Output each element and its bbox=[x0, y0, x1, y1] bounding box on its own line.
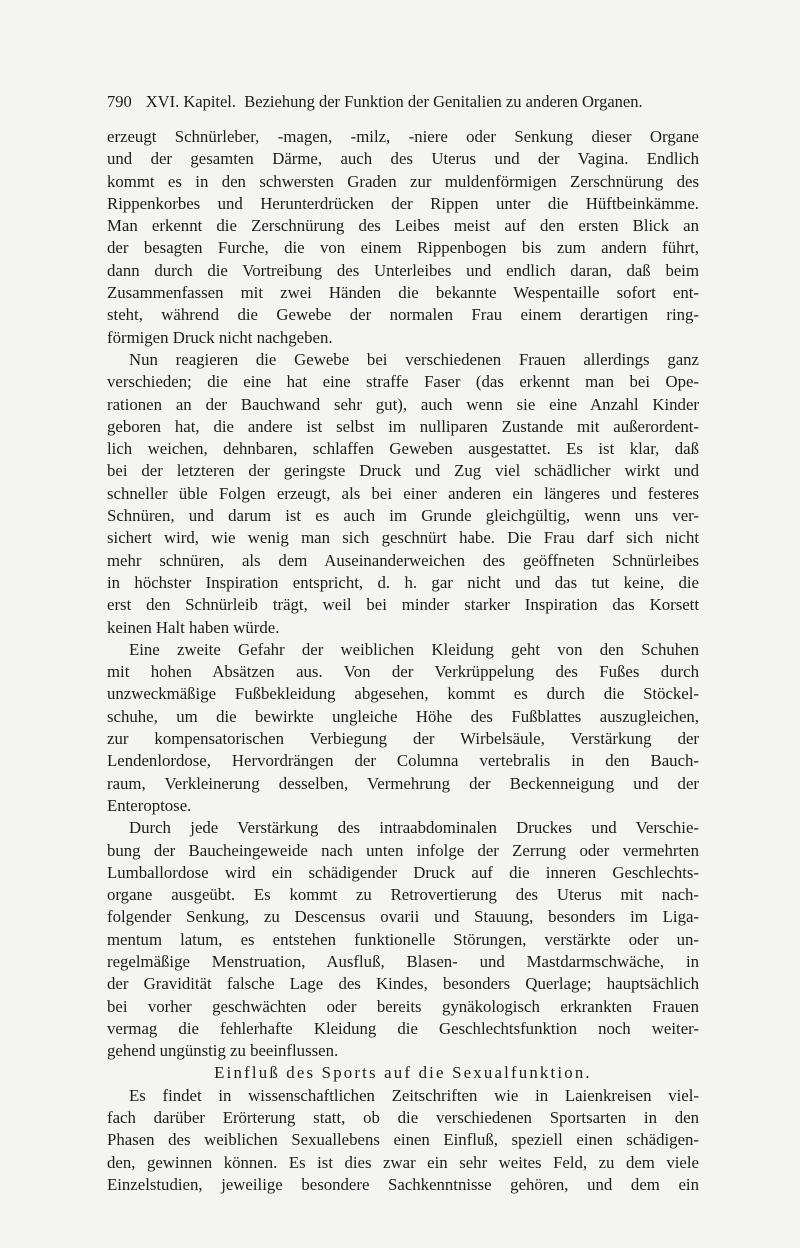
text-line: bung der Baucheingeweide nach unten infolge der Zerrung oder vermehrten bbox=[107, 840, 699, 860]
text-line: der Gravidität falsche Lage des Kindes, besonders Querlage; hauptsächlich bbox=[107, 974, 699, 994]
text-line: rationen an der Bauchwand sehr gut), auch wenn sie eine Anzahl Kinder bbox=[107, 394, 699, 414]
text-line: kommt es in den schwersten Graden zur muldenförmigen Zerschnürung des bbox=[107, 171, 699, 191]
text-line: Nun reagieren die Gewebe bei verschiedenen Frauen allerdings ganz bbox=[129, 349, 699, 369]
text-line: dann durch die Vortreibung des Unterleibes und endlich daran, daß beim bbox=[107, 260, 699, 280]
text-line: den, gewinnen können. Es ist dies zwar ein sehr weites Feld, zu dem viele bbox=[107, 1152, 699, 1172]
text-line: geboren hat, die andere ist selbst im nulliparen Zustande mit außerordent- bbox=[107, 416, 699, 436]
text-line: förmigen Druck nicht nachgeben. bbox=[107, 327, 333, 347]
text-line: der besagten Furche, die von einem Rippenbogen bis zum andern führt, bbox=[107, 238, 699, 258]
text-line: gehend ungünstig zu beeinflussen. bbox=[107, 1041, 339, 1061]
text-line: Es findet in wissenschaftlichen Zeitschriften wie in Laienkreisen viel- bbox=[129, 1085, 699, 1105]
text-line: schuhe, um die bewirkte ungleiche Höhe des Fußblattes auszugleichen, bbox=[107, 706, 699, 726]
text-line: Lendenlordose, Hervordrängen der Columna vertebralis in den Bauch- bbox=[107, 751, 699, 771]
text-line: mentum latum, es entstehen funktionelle Störungen, verstärkte oder un- bbox=[107, 929, 699, 949]
section-heading: Einfluß des Sports auf die Sexualfunktion. bbox=[214, 1063, 592, 1083]
text-line: zur kompensatorischen Verbiegung der Wirbelsäule, Verstärkung der bbox=[107, 729, 699, 749]
text-line: und der gesamten Därme, auch des Uterus und der Vagina. Endlich bbox=[107, 149, 699, 169]
text-line: keinen Halt haben würde. bbox=[107, 617, 280, 637]
body-text bbox=[107, 126, 699, 1196]
text-line: vermag die fehlerhafte Kleidung die Geschlechtsfunktion noch weiter- bbox=[107, 1018, 699, 1038]
main-paragraphs bbox=[107, 126, 699, 1062]
text-line: Einzelstudien, jeweilige besondere Sachkenntnisse gehören, und dem ein bbox=[107, 1174, 699, 1194]
text-line: verschieden; die eine hat eine straffe Faser (das erkennt man bei Ope- bbox=[107, 372, 699, 392]
text-line: Enteroptose. bbox=[107, 795, 192, 815]
text-line: organe ausgeübt. Es kommt zu Retrovertierung des Uterus mit nach- bbox=[107, 885, 699, 905]
text-line: fach darüber Erörterung statt, ob die verschiedenen Sportsarten in den bbox=[107, 1108, 699, 1128]
text-line: Rippenkorbes und Herunterdrücken der Rippen unter die Hüftbeinkämme. bbox=[107, 193, 699, 213]
text-line: lich weichen, dehnbaren, schlaffen Geweben ausgestattet. Es ist klar, daß bbox=[107, 439, 699, 459]
text-line: sichert wird, wie wenig man sich geschnürt habe. Die Frau darf sich nicht bbox=[107, 528, 699, 548]
text-line: Man erkennt die Zerschnürung des Leibes meist auf den ersten Blick an bbox=[107, 216, 699, 236]
text-line: erzeugt Schnürleber, -magen, -milz, -niere oder Senkung dieser Organe bbox=[107, 127, 699, 146]
text-line: regelmäßige Menstruation, Ausfluß, Blasen- und Mastdarmschwäche, in bbox=[107, 951, 699, 971]
text-line: unzweckmäßige Fußbekleidung abgesehen, kommt es durch die Stöckel- bbox=[107, 684, 699, 704]
text-line: Schnüren, und darum ist es auch im Grunde gleichgültig, wenn uns ver- bbox=[107, 506, 699, 526]
running-header bbox=[107, 92, 699, 112]
text-line: Phasen des weiblichen Sexuallebens einen Einfluß, speziell einen schädigen- bbox=[107, 1130, 699, 1150]
text-line: steht, während die Gewebe der normalen Frau einem derartigen ring- bbox=[107, 305, 699, 325]
text-line: folgender Senkung, zu Descensus ovarii und Stauung, besonders im Liga- bbox=[107, 907, 699, 927]
text-line: Eine zweite Gefahr der weiblichen Kleidung geht von den Schuhen bbox=[129, 639, 699, 659]
page-number: 790 bbox=[107, 92, 132, 111]
text-line: erst den Schnürleib trägt, weil bei minder starker Inspiration das Korsett bbox=[107, 595, 699, 615]
text-line: raum, Verkleinerung desselben, Vermehrung der Beckenneigung und der bbox=[107, 773, 699, 793]
text-line: bei der letzteren der geringste Druck und Zug viel schädlicher wirkt und bbox=[107, 461, 699, 481]
chapter-label: XVI. Kapitel. bbox=[145, 92, 237, 111]
text-line: mit hohen Absätzen aus. Von der Verkrüppelung des Fußes durch bbox=[107, 662, 699, 682]
running-title: Beziehung der Funktion der Genitalien zu anderen Organen. bbox=[244, 92, 643, 111]
text-line: mehr schnüren, als dem Auseinanderweichen des geöffneten Schnürleibes bbox=[107, 550, 699, 570]
text-line: bei vorher geschwächten oder bereits gynäkologisch erkrankten Frauen bbox=[107, 996, 699, 1016]
text-line: Lumballordose wird ein schädigender Druck auf die inneren Geschlechts- bbox=[107, 862, 699, 882]
text-line: schneller üble Folgen erzeugt, als bei einer anderen ein längeres und festeres bbox=[107, 483, 699, 503]
text-line: in höchster Inspiration entspricht, d. h. gar nicht und das tut keine, die bbox=[107, 572, 699, 592]
text-line: Durch jede Verstärkung des intraabdominalen Druckes und Verschie- bbox=[129, 818, 699, 838]
section-paragraphs bbox=[107, 1085, 699, 1196]
text-line: Zusammenfassen mit zwei Händen die bekannte Wespentaille sofort ent- bbox=[107, 283, 699, 303]
